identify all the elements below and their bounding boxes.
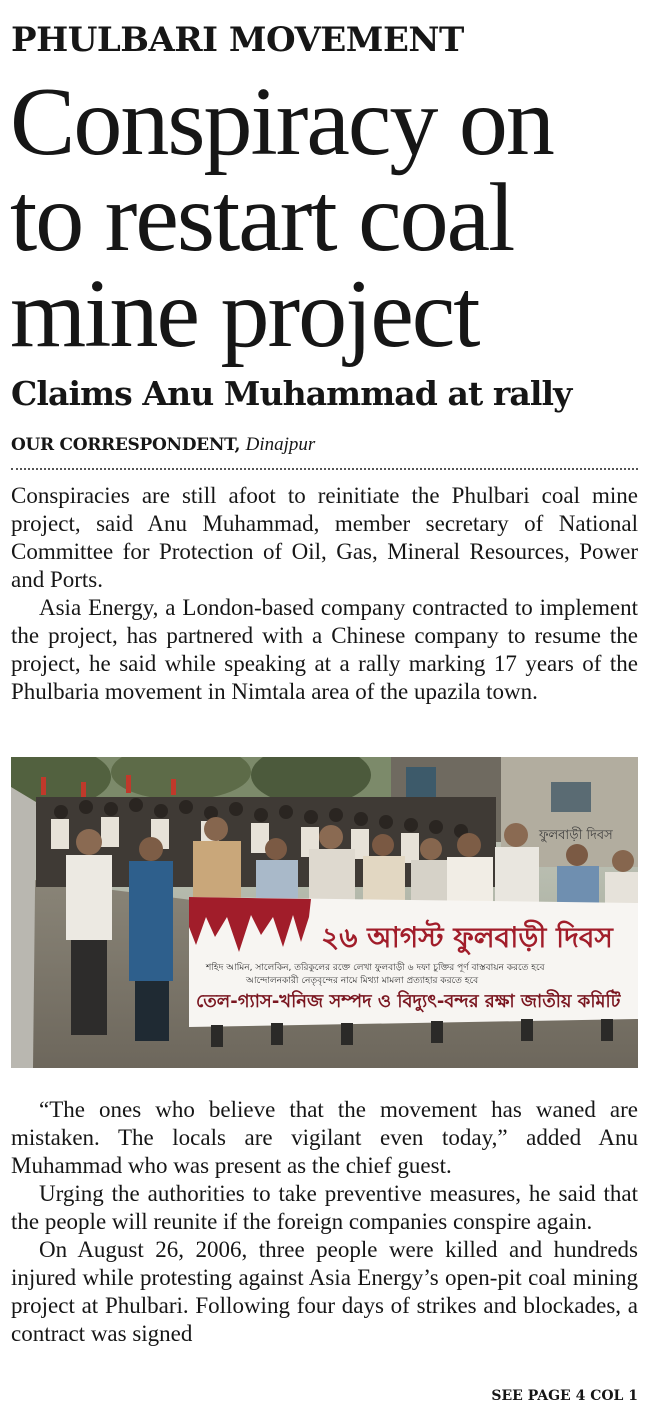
body-paragraph: Asia Energy, a London-based company contracted to implement the project, has partnered with a Chinese company to resume the project, he said while speaking at a rally marking 17 years of the Phulbaria movement in Nimtala area of the upazila town.	[11, 595, 638, 704]
banner-title: ২৬ আগস্ট ফুলবাড়ী দিবস	[321, 921, 613, 954]
headline-line: Conspiracy on	[10, 68, 553, 176]
headline	[10, 68, 640, 368]
body-paragraph: Urging the authorities to take preventive measures, he said that the people will reunite if the foreign companies conspire again.	[11, 1181, 638, 1234]
kicker: PHULBARI MOVEMENT	[11, 20, 464, 60]
body-paragraph: On August 26, 2006, three people were killed and hundreds injured while protesting against Asia Energy’s open-pit coal mining project at Phulbari. Following four days of strikes and blockades, a contract was signed	[11, 1237, 638, 1346]
body-paragraph: Conspiracies are still afoot to reinitiate the Phulbari coal mine project, said Anu Muhammad, member secretary of National Committee for Protection of Oil, Gas, Mineral Resources, Power and Ports.	[11, 483, 638, 592]
byline-author: OUR CORRESPONDENT,	[11, 435, 241, 455]
article-body-top	[11, 482, 638, 706]
banner-line: আন্দোলনকারী নেতৃবৃন্দের নামে মিথ্যা মামলা প্রত্যাহার করতে হবে	[246, 976, 479, 986]
wall-text: ফুলবাড়ী দিবস	[539, 828, 613, 843]
continued-jump-line: SEE PAGE 4 COL 1	[491, 1388, 638, 1404]
byline-location: Dinajpur	[245, 434, 316, 455]
headline-line: to restart coal	[10, 164, 514, 272]
article-body-bottom	[11, 1096, 638, 1348]
body-paragraph: “The ones who believe that the movement has waned are mistaken. The locals are vigilant even today,” added Anu Muhammad who was present as the chief guest.	[11, 1097, 638, 1178]
dotted-divider	[11, 468, 638, 470]
headline-line: mine project	[10, 260, 479, 368]
banner-line: শহিদ আমিন, সালেকিন, তরিকুলের রক্তে লেখা ফুলবাড়ী ৬ দফা চুক্তির পূর্ণ বাস্তবায়ন করতে হবে	[206, 963, 545, 973]
subheadline: Claims Anu Muhammad at rally	[11, 374, 572, 413]
byline	[11, 430, 315, 460]
rally-photo	[11, 757, 638, 1068]
banner-footer: তেল-গ্যাস-খনিজ সম্পদ ও বিদ্যুৎ-বন্দর রক্ষা জাতীয় কমিটি	[196, 991, 621, 1012]
rally-photo-illustration	[11, 757, 638, 1068]
